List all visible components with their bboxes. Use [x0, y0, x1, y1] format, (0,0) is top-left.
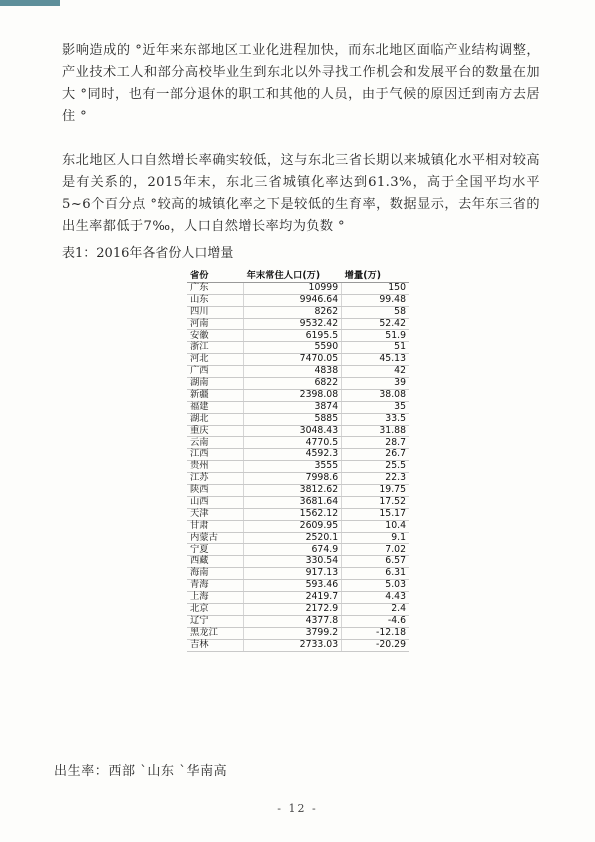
province-cell: 吉林: [187, 639, 244, 651]
increase-cell: 28.7: [342, 437, 409, 449]
population-cell: 4770.5: [244, 437, 342, 449]
handwritten-note: 出生率：西部 ˋ山东 ˋ华南高: [54, 764, 228, 779]
scan-edge-mark: [0, 0, 60, 6]
increase-cell: 35: [342, 401, 409, 413]
increase-cell: 10.4: [342, 520, 409, 532]
table-row: [187, 330, 409, 342]
population-cell: 4377.8: [244, 615, 342, 627]
header-province: 省份: [187, 271, 244, 282]
province-cell: 宁夏: [187, 544, 244, 556]
table-row: [187, 496, 409, 508]
increase-cell: 22.3: [342, 473, 409, 485]
province-cell: 四川: [187, 306, 244, 318]
population-cell: 8262: [244, 306, 342, 318]
population-cell: 3874: [244, 401, 342, 413]
increase-cell: 52.42: [342, 318, 409, 330]
paragraph-urbanization: 东北地区人口自然增长率确实较低，这与东北三省长期以来城镇化水平相对较高是有关系的，2015年末，东北三省城镇化率达到61.3%，高于全国平均水平5~6个百分点 °较高的城镇化率之下是较低的生育率，数据显示，去年东三省的出生率都低于7‰，人口自然增长率均为负数 °: [62, 153, 540, 234]
table-row: [187, 306, 409, 318]
increase-cell: 31.88: [342, 425, 409, 437]
population-cell: 3681.64: [244, 496, 342, 508]
increase-cell: -4.6: [342, 615, 409, 627]
increase-cell: 58: [342, 306, 409, 318]
province-cell: 新疆: [187, 389, 244, 401]
population-cell: 3555: [244, 461, 342, 473]
increase-cell: 5.03: [342, 580, 409, 592]
page-number: - 12 -: [277, 802, 318, 815]
province-cell: 海南: [187, 568, 244, 580]
increase-cell: 15.17: [342, 508, 409, 520]
population-cell: 2419.7: [244, 592, 342, 604]
table-row: [187, 401, 409, 413]
province-cell: 江西: [187, 449, 244, 461]
province-cell: 福建: [187, 401, 244, 413]
province-cell: 贵州: [187, 461, 244, 473]
table-row: [187, 354, 409, 366]
population-cell: 3812.62: [244, 485, 342, 497]
province-cell: 北京: [187, 603, 244, 615]
population-cell: 7470.05: [244, 354, 342, 366]
header-population: 年末常住人口(万): [244, 271, 342, 282]
province-cell: 山东: [187, 294, 244, 306]
table-row: [187, 282, 409, 294]
table-row: [187, 508, 409, 520]
population-cell: 1562.12: [244, 508, 342, 520]
province-cell: 广东: [187, 282, 244, 294]
population-cell: 2733.03: [244, 639, 342, 651]
increase-cell: 26.7: [342, 449, 409, 461]
table-row: [187, 532, 409, 544]
population-cell: 2520.1: [244, 532, 342, 544]
increase-cell: 42: [342, 366, 409, 378]
table-row: [187, 639, 409, 651]
table-row: [187, 473, 409, 485]
province-cell: 河南: [187, 318, 244, 330]
table-row: [187, 556, 409, 568]
province-cell: 重庆: [187, 425, 244, 437]
paragraph-migration: 影响造成的 °近年来东部地区工业化进程加快，而东北地区面临产业结构调整，产业技术工人和部分高校毕业生到东北以外寻找工作机会和发展平台的数量在加大 °同时，也有一部分退休的职工和其他的人员，由于气候的原因迁到南方去居住 °: [62, 43, 540, 124]
population-cell: 3048.43: [244, 425, 342, 437]
table-row: [187, 294, 409, 306]
table-row: [187, 389, 409, 401]
province-cell: 内蒙古: [187, 532, 244, 544]
table-caption: 表1：2016年各省份人口增量: [62, 246, 234, 261]
table-row: [187, 437, 409, 449]
table-row: [187, 449, 409, 461]
increase-cell: 51.9: [342, 330, 409, 342]
increase-cell: 6.57: [342, 556, 409, 568]
population-cell: 6822: [244, 378, 342, 390]
population-cell: 593.46: [244, 580, 342, 592]
population-cell: 3799.2: [244, 627, 342, 639]
table-row: [187, 378, 409, 390]
table-row: [187, 580, 409, 592]
table-row: [187, 568, 409, 580]
table-row: [187, 485, 409, 497]
table-row: [187, 342, 409, 354]
table-row: [187, 366, 409, 378]
population-table: [187, 271, 409, 652]
population-cell: 5590: [244, 342, 342, 354]
header-increase: 增量(万): [342, 271, 409, 282]
province-cell: 河北: [187, 354, 244, 366]
increase-cell: 99.48: [342, 294, 409, 306]
table-row: [187, 413, 409, 425]
table-row: [187, 615, 409, 627]
table-header-row: [187, 271, 409, 282]
table-row: [187, 627, 409, 639]
population-cell: 9946.64: [244, 294, 342, 306]
table-row: [187, 592, 409, 604]
increase-cell: 25.5: [342, 461, 409, 473]
increase-cell: 51: [342, 342, 409, 354]
increase-cell: 33.5: [342, 413, 409, 425]
province-cell: 浙江: [187, 342, 244, 354]
increase-cell: 38.08: [342, 389, 409, 401]
increase-cell: 4.43: [342, 592, 409, 604]
increase-cell: 9.1: [342, 532, 409, 544]
population-cell: 4838: [244, 366, 342, 378]
population-cell: 6195.5: [244, 330, 342, 342]
increase-cell: 45.13: [342, 354, 409, 366]
province-cell: 江苏: [187, 473, 244, 485]
table-row: [187, 520, 409, 532]
population-cell: 2609.95: [244, 520, 342, 532]
table-row: [187, 544, 409, 556]
increase-cell: 6.31: [342, 568, 409, 580]
province-cell: 天津: [187, 508, 244, 520]
province-cell: 黑龙江: [187, 627, 244, 639]
increase-cell: -12.18: [342, 627, 409, 639]
province-cell: 广西: [187, 366, 244, 378]
province-cell: 山西: [187, 496, 244, 508]
table-row: [187, 461, 409, 473]
province-cell: 甘肃: [187, 520, 244, 532]
population-cell: 9532.42: [244, 318, 342, 330]
province-cell: 青海: [187, 580, 244, 592]
population-cell: 7998.6: [244, 473, 342, 485]
increase-cell: -20.29: [342, 639, 409, 651]
province-cell: 湖南: [187, 378, 244, 390]
province-cell: 上海: [187, 592, 244, 604]
increase-cell: 17.52: [342, 496, 409, 508]
province-cell: 辽宁: [187, 615, 244, 627]
increase-cell: 7.02: [342, 544, 409, 556]
population-cell: 674.9: [244, 544, 342, 556]
province-cell: 云南: [187, 437, 244, 449]
increase-cell: 19.75: [342, 485, 409, 497]
province-cell: 西藏: [187, 556, 244, 568]
province-cell: 湖北: [187, 413, 244, 425]
province-cell: 陕西: [187, 485, 244, 497]
population-cell: 2398.08: [244, 389, 342, 401]
table-row: [187, 425, 409, 437]
population-cell: 10999: [244, 282, 342, 294]
population-cell: 5885: [244, 413, 342, 425]
increase-cell: 2.4: [342, 603, 409, 615]
table-row: [187, 603, 409, 615]
population-cell: 4592.3: [244, 449, 342, 461]
population-cell: 2172.9: [244, 603, 342, 615]
table-row: [187, 318, 409, 330]
population-cell: 917.13: [244, 568, 342, 580]
population-cell: 330.54: [244, 556, 342, 568]
increase-cell: 39: [342, 378, 409, 390]
province-cell: 安徽: [187, 330, 244, 342]
increase-cell: 150: [342, 282, 409, 294]
